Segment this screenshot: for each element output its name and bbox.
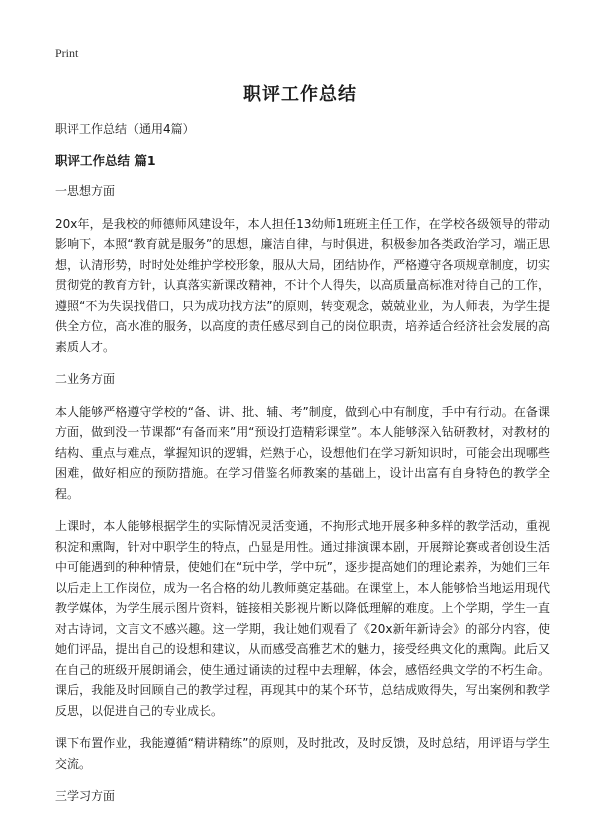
sub-heading: 二业务方面 (55, 372, 116, 386)
print-link[interactable]: Print (55, 46, 79, 60)
document-subtitle: 职评工作总结（通用4篇） (55, 122, 195, 136)
paragraph: 20x年，是我校的师德师风建设年，本人担任13幼师1班班主任工作，在学校各级领导的带动影响下，本照“教育就是服务”的思想，廉洁自律，与时俱进，积极参加各类政治学习，端正思想，认清形势，时时处处维护学校形象，服从大局，团结协作，严格遵守各项规章制度，切实贯彻党的教育方针，认真落实新课改精神，不计个人得失，以高质量高标准对待自己的工作，遵照“不为失误找借口，只为成功找方法”的原则，转变观念，兢兢业业，为人师表，为学生提供全方位，高水准的服务，以高度的责任感尽到自己的岗位职责，培养适合经济社会发展的高素质人才。 (55, 216, 550, 354)
section-content (55, 181, 550, 807)
sub-heading: 三学习方面 (55, 789, 116, 803)
document-title: 职评工作总结 (243, 84, 357, 105)
document-body (55, 119, 550, 819)
paragraph: 上课时，本人能够根据学生的实际情况灵活变通，不拘形式地开展多种多样的教学活动，重视积淀和熏陶，针对中职学生的特点，凸显是用性。通过排演课本剧，开展辩论赛或者创设生活中可能遇到的种种情景，使她们在“玩中学，学中玩”，逐步提高她们的理论素养，为她们三年以后走上工作岗位，成为一名合格的幼儿教师奠定基础。在课堂上，本人能够恰当地运用现代教学媒体，为学生展示图片资料，链接相关影视片断以降低理解的难度。上个学期，学生一直对古诗词，文言文不感兴趣。这一学期，我让她们观看了《20x新年新诗会》的部分内容，使她们评品，提出自己的设想和建议，从而感受高雅艺术的魅力，接受经典文化的熏陶。此后又在自己的班级开展朗诵会，使生通过诵读的过程中去理解，体会，感悟经典文学的不朽生命。课后，我能及时回顾自己的教学过程，再现其中的某个环节，总结成败得失，写出案例和教学反思，以促进自己的专业成长。 (55, 519, 550, 718)
paragraph: 本人能够严格遵守学校的“备、讲、批、辅、考”制度，做到心中有制度，手中有行动。在备课方面，做到没一节课都“有备而来”用“预设打造精彩课堂”。本人能够深入钻研教材，对教材的结构、重点与难点，掌握知识的逻辑，烂熟于心，设想他们在学习新知识时，可能会出现哪些困难，做好相应的预防措施。在学习借鉴名师教案的基础上，设计出富有自身特色的教学全程。 (55, 404, 550, 501)
section-heading: 职评工作总结 篇1 (55, 152, 156, 168)
sub-heading: 一思想方面 (55, 184, 116, 198)
paragraph: 课下布置作业，我能遵循“精讲精练”的原则，及时批改，及时反馈，及时总结，用评语与学生交流。 (55, 736, 550, 771)
